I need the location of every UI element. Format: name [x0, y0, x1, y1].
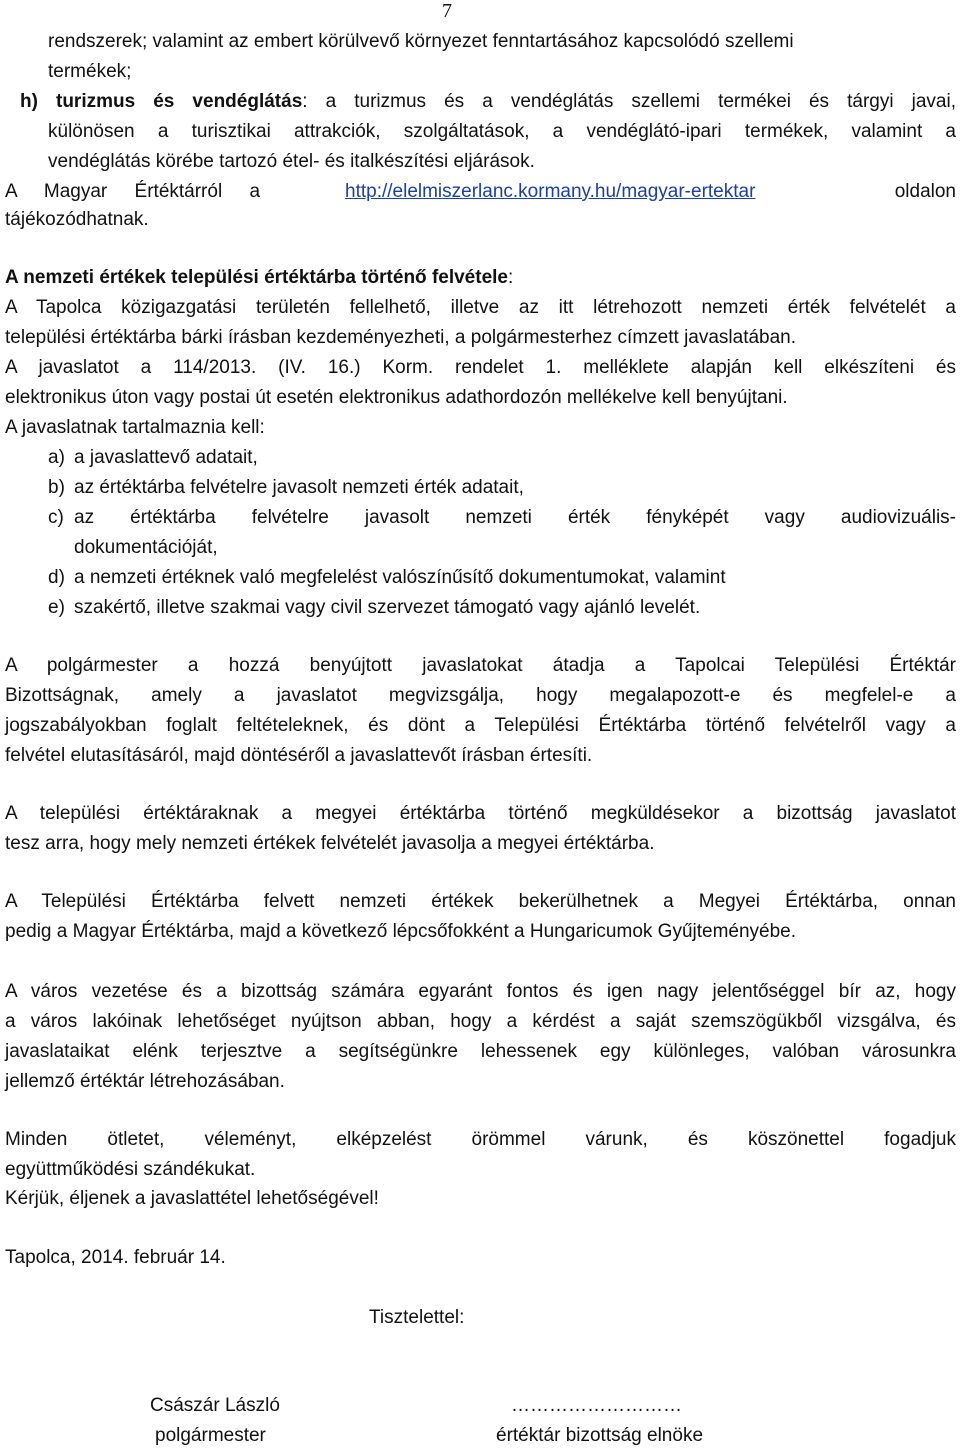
list-item-h: [20, 90, 956, 114]
section-heading: [5, 266, 513, 290]
list-item-text: a nemzeti értéknek való megfelelést valószínűsítő dokumentumokat, valamint: [74, 567, 726, 588]
signer-2-title: értéktár bizottság elnöke: [496, 1425, 704, 1446]
list-item-label: c): [48, 507, 64, 528]
signer-1-title: polgármester: [155, 1425, 266, 1446]
info-continuation: tájékozódhatnak.: [5, 209, 149, 230]
paragraph-line: együttműködési szándékukat.: [5, 1159, 256, 1180]
signer-1-name: Császár László: [150, 1395, 280, 1416]
paragraph-line: javaslataikat elénk terjesztve a segítségünkre lehessenek egy különleges, valóban városunkra: [5, 1041, 956, 1062]
list-item-text: : a turizmus és a vendéglátás szellemi termékei és tárgyi javai,: [302, 91, 956, 112]
paragraph-line: Minden ötletet, véleményt, elképzelést örömmel várunk, és köszönettel fogadjuk: [5, 1129, 956, 1150]
paragraph-line: elektronikus úton vagy postai út esetén elektronikus adathordozón mellékelve kell benyújtani.: [5, 387, 788, 408]
paragraph-line: A javaslatot a 114/2013. (IV. 16.) Korm. rendelet 1. melléklete alapján kell elkészíteni és: [5, 357, 956, 378]
list-item-g-continuation: rendszerek; valamint az embert körülvevő környezet fenntartásához kapcsolódó szellemi: [48, 31, 794, 52]
list-item: [48, 506, 956, 530]
list-item: [48, 446, 258, 470]
paragraph-line: felvétel elutasításáról, majd döntéséről a javaslattevőt írásban értesíti.: [5, 745, 593, 766]
list-item-g-continuation: termékek;: [48, 61, 132, 82]
paragraph-line: A Tapolca közigazgatási területén fellelhető, illetve az itt létrehozott nemzeti érték felvételét a: [5, 297, 956, 318]
list-item-label: e): [48, 597, 65, 618]
list-item-h-continuation: különösen a turisztikai attrakciók, szolgáltatások, a vendéglátó-ipari termékek, valamint a: [48, 121, 956, 142]
list-item-text: a javaslattevő adatait,: [74, 447, 258, 468]
info-line: [5, 180, 956, 204]
list-item-h-continuation: vendéglátás körébe tartozó étel- és italkészítési eljárások.: [48, 151, 535, 172]
closing-request: Kérjük, éljenek a javaslattétel lehetőségével!: [5, 1188, 379, 1209]
list-item-label: a): [48, 447, 65, 468]
section-heading-text: A nemzeti értékek települési értéktárba történő felvétele: [5, 267, 508, 288]
list-item-label: d): [48, 567, 65, 588]
paragraph-line: pedig a Magyar Értéktárba, majd a következő lépcsőfokként a Hungaricumok Gyűjteményébe.: [5, 921, 797, 942]
list-item-text: az értéktárba felvételre javasolt nemzeti érték fényképét vagy audiovizuális-: [74, 507, 956, 528]
paragraph-line: települési értéktárba bárki írásban kezdeményezheti, a polgármesterhez címzett javaslatában.: [5, 327, 797, 348]
info-suffix: oldalon: [894, 181, 956, 202]
greeting: Tisztelettel:: [369, 1307, 465, 1328]
list-item-label: h): [20, 91, 38, 112]
paragraph-line: A város vezetése és a bizottság számára egyaránt fontos és igen nagy jelentőséggel bír az, hogy: [5, 981, 956, 1002]
paragraph-line: jellemző értéktár létrehozásában.: [5, 1071, 285, 1092]
list-item: [48, 566, 726, 590]
paragraph-line: A Települési Értéktárba felvett nemzeti értékek bekerülhetnek a Megyei Értéktárba, onnan: [5, 891, 956, 912]
paragraph-line: a város lakóinak lehetőséget nyújtson abban, hogy a kérdést a saját szemszögükből vizsgálva, és: [5, 1011, 956, 1032]
signer-2-name-placeholder: ………………………: [511, 1395, 682, 1416]
list-item-text: szakértő, illetve szakmai vagy civil szervezet támogató vagy ajánló levelét.: [74, 597, 701, 618]
section-heading-colon: :: [508, 267, 514, 288]
magyar-ertektar-link[interactable]: http://elelmiszerlanc.kormany.hu/magyar-ertektar: [345, 181, 756, 202]
list-item-bold-term: turizmus és vendéglátás: [56, 91, 303, 112]
paragraph-line: A települési értéktáraknak a megyei értéktárba történő megküldésekor a bizottság javaslatot: [5, 803, 956, 824]
paragraph-line: Bizottságnak, amely a javaslatot megvizsgálja, hogy megalapozott-e és megfelel-e a: [5, 685, 956, 706]
list-item-label: b): [48, 477, 65, 498]
list-item-continuation: dokumentációját,: [74, 537, 218, 558]
date-line: Tapolca, 2014. február 14.: [5, 1247, 226, 1268]
paragraph-line: A javaslatnak tartalmaznia kell:: [5, 417, 265, 438]
info-prefix: A Magyar Értéktárról a: [5, 181, 261, 202]
page-number: 7: [442, 0, 452, 22]
paragraph-line: tesz arra, hogy mely nemzeti értékek felvételét javasolja a megyei értéktárba.: [5, 833, 655, 854]
list-item: [48, 596, 700, 620]
list-item: [48, 476, 524, 500]
paragraph-line: jogszabályokban foglalt feltételeknek, és dönt a Települési Értéktárba történő felvételről vagy a: [5, 715, 956, 736]
list-item-text: az értéktárba felvételre javasolt nemzeti érték adatait,: [74, 477, 524, 498]
paragraph-line: A polgármester a hozzá benyújtott javaslatokat átadja a Tapolcai Települési Értéktár: [5, 655, 956, 676]
